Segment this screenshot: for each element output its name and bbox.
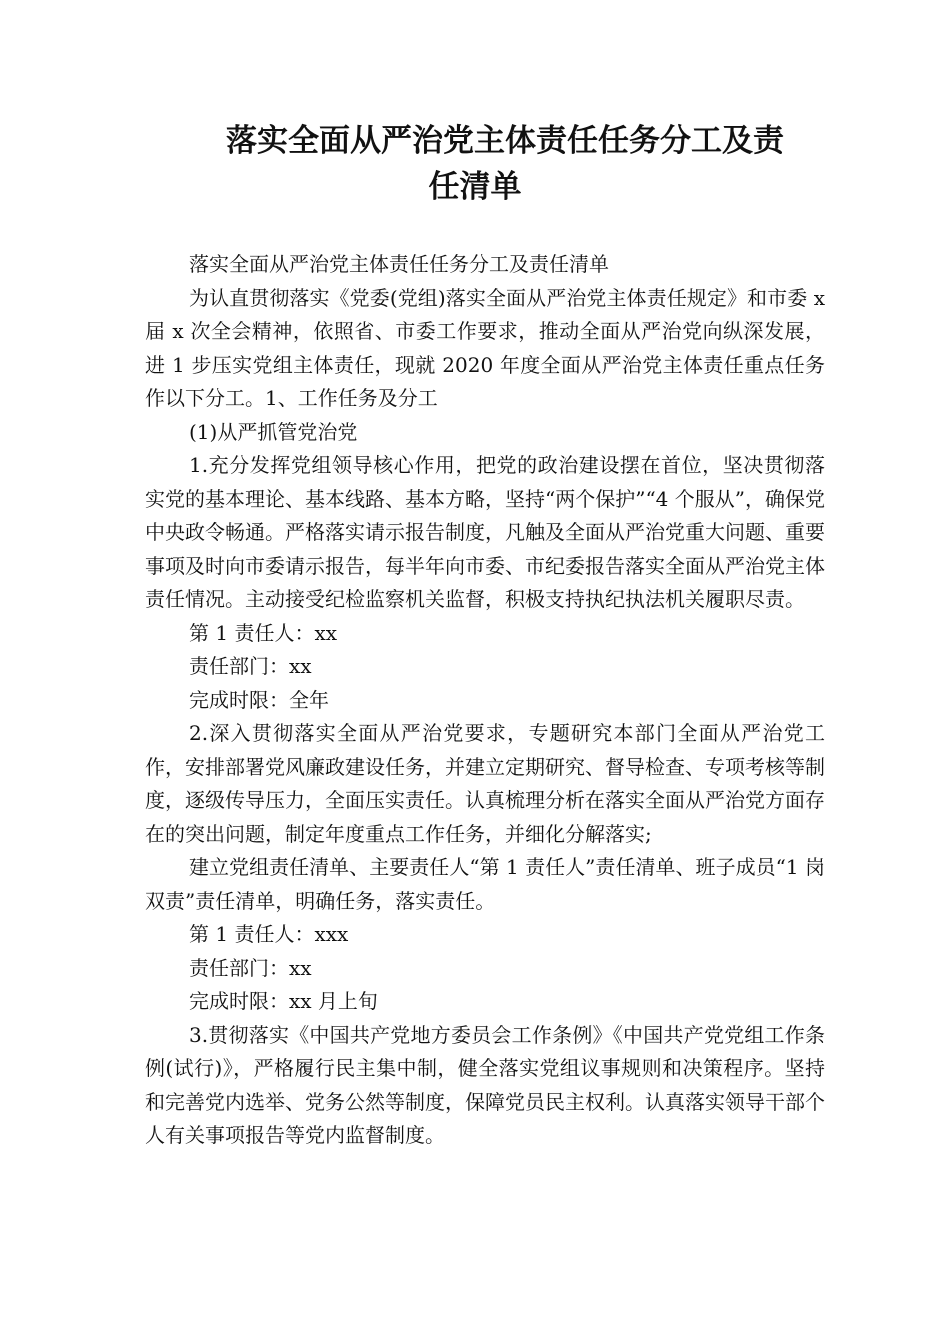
title-line-2: 任清单 — [428, 169, 522, 205]
task-3-paragraph: 3.贯彻落实《中国共产党地方委员会工作条例》《中国共产党党组工作条例(试行)》，严格履行民主集中制，健全落实党组议事规则和决策程序。坚持和完善党内选举、党务公然等制度，保障党员民主权利。认真落实领导干部个人有关事项报告等党内监督制度。 — [145, 1022, 825, 1147]
task-2-deadline: 完成时限：xx 月上旬 — [189, 989, 378, 1013]
section-heading: (1)从严抓管党治党 — [189, 419, 358, 444]
title-line-1: 落实全面从严治党主体责任任务分工及责 — [226, 123, 784, 159]
document-title — [150, 118, 800, 210]
subtitle-paragraph: 落实全面从严治党主体责任任务分工及责任清单 — [189, 252, 609, 276]
task-1-deadline: 完成时限：全年 — [189, 687, 329, 712]
task-1-department: 责任部门：xx — [189, 654, 312, 678]
intro-paragraph: 为认直贯彻落实《党委(党组)落实全面从严治党主体责任规定》和市委 x 届 x 次全会精神，依照省、市委工作要求，推动全面从严治党向纵深发展，进 1 步压实党组主体责任，现就 2020 年度全面从严治党主体责任重点任务作以下分工。1、工作任务及分工 — [145, 285, 825, 410]
task-2-paragraph: 2.深入贯彻落实全面从严治党要求，专题研究本部门全面从严治党工作，安排部署党风廉政建设任务，并建立定期研究、督导检查、专项考核等制度，逐级传导压力，全面压实责任。认真梳理分析在落实全面从严治党方面存在的突出问题，制定年度重点工作任务，并细化分解落实; — [145, 721, 825, 846]
document-body — [145, 248, 825, 1153]
task-2-responsible-person: 第 1 责任人：xxx — [189, 922, 349, 946]
task-2-department: 责任部门：xx — [189, 955, 312, 980]
task-1-responsible-person: 第 1 责任人：xx — [189, 620, 337, 645]
task-2-list-paragraph: 建立党组责任清单、主要责任人“第 1 责任人”责任清单、班子成员“1 岗双责”责任清单，明确任务，落实责任。 — [145, 855, 825, 913]
task-1-paragraph: 1.充分发挥党组领导核心作用，把党的政治建设摆在首位，坚决贯彻落实党的基本理论、基本线路、基本方略，坚持“两个保护”“4 个服从”，确保党中央政令畅通。严格落实请示报告制度，凡触及全面从严治党重大问题、重要事项及时向市委请示报告，每半年向市委、市纪委报告落实全面从严治党主体责任情况。主动接受纪检监察机关监督，积极支持执纪执法机关履职尽责。 — [145, 453, 825, 611]
